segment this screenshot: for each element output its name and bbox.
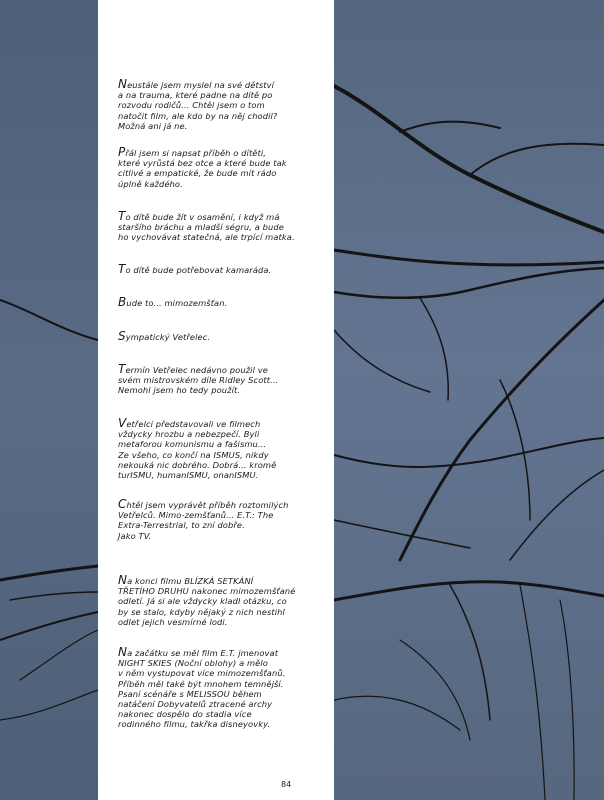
paragraph-8: Vetřelci představovali ve filmech vždycky hrozbu a nebezpečí. Byli metaforou komunismu a fašismu... Ze všeho, co končí na ISMUS, nikdy nekouká nic dobrého. Dobrá... kromě turISMU, humanISMU, onanISMU. — [118, 416, 277, 481]
branch — [510, 470, 604, 560]
paragraph-7: Termín Vetřelec nedávno použil ve svém mistrovském díle Ridley Scott... Nemohl jsem ho tedy použít. — [118, 362, 279, 396]
paragraph-4: To dítě bude potřebovat kamaráda. — [118, 262, 272, 276]
paragraph-11: Na začátku se měl film E.T. jmenovat NIGHT SKIES (Noční oblohy) a mělo v něm vystupovat více mimozemšťanů. Příběh měl také být mnohem temnější. Psaní scénáře s MELISSOU během natáčení Dobyvatelů ztracené archy nakonec dospělo do stadia více rodinného filmu, takřka disneyovky. — [118, 645, 286, 730]
branch — [334, 250, 604, 265]
branch — [0, 690, 98, 720]
branch — [20, 630, 98, 680]
branch — [400, 122, 500, 132]
branch — [520, 585, 545, 800]
paragraph-9: Chtěl jsem vyprávět příběh roztomilých Vetřelců. Mimo-zemšťanů... E.T.: The Extra-Terrestrial, to zní dobře. Jako TV. — [118, 497, 289, 541]
branch — [400, 300, 604, 560]
paragraph-1: Neustále jsem myslel na své dětství a na trauma, které padne na dítě po rozvodu rodičů... Chtěl jsem o tom natočit film, ale kdo by na něj chodil? Možná ani já ne. — [118, 77, 278, 131]
page-number: 84 — [281, 780, 292, 789]
branch — [334, 330, 430, 392]
branch — [334, 86, 604, 232]
paragraph-6: Sympatický Vetřelec. — [118, 329, 211, 343]
paragraph-5: Bude to... mimozemšťan. — [118, 295, 228, 309]
branch — [0, 566, 98, 580]
paragraph-10: Na konci filmu BLÍZKÁ SETKÁNÍ TŘETÍHO DRUHU nakonec mimozemšťané odletí. Já si ale vždycky kladl otázku, co by se stalo, kdyby nějaký z nich nestihl odlet jejich vesmírné lodi. — [118, 573, 296, 627]
branch — [334, 582, 604, 600]
branch — [400, 640, 470, 740]
paragraph-3: To dítě bude žít v osamění, i když má staršího bráchu a mladší ségru, a bude ho vychovávat statečná, ale trpící matka. — [118, 209, 295, 243]
branch — [10, 592, 98, 600]
paragraph-2: Přál jsem si napsat příběh o dítěti, které vyrůstá bez otce a které bude tak citlivé a empatické, že bude mít rádo úplně každého. — [118, 145, 287, 189]
branch — [0, 612, 98, 640]
branch — [334, 268, 604, 298]
branch — [420, 298, 448, 400]
branch — [334, 520, 470, 548]
branch — [560, 600, 574, 800]
branch — [470, 144, 604, 175]
branch — [334, 696, 460, 730]
branch — [0, 300, 98, 340]
